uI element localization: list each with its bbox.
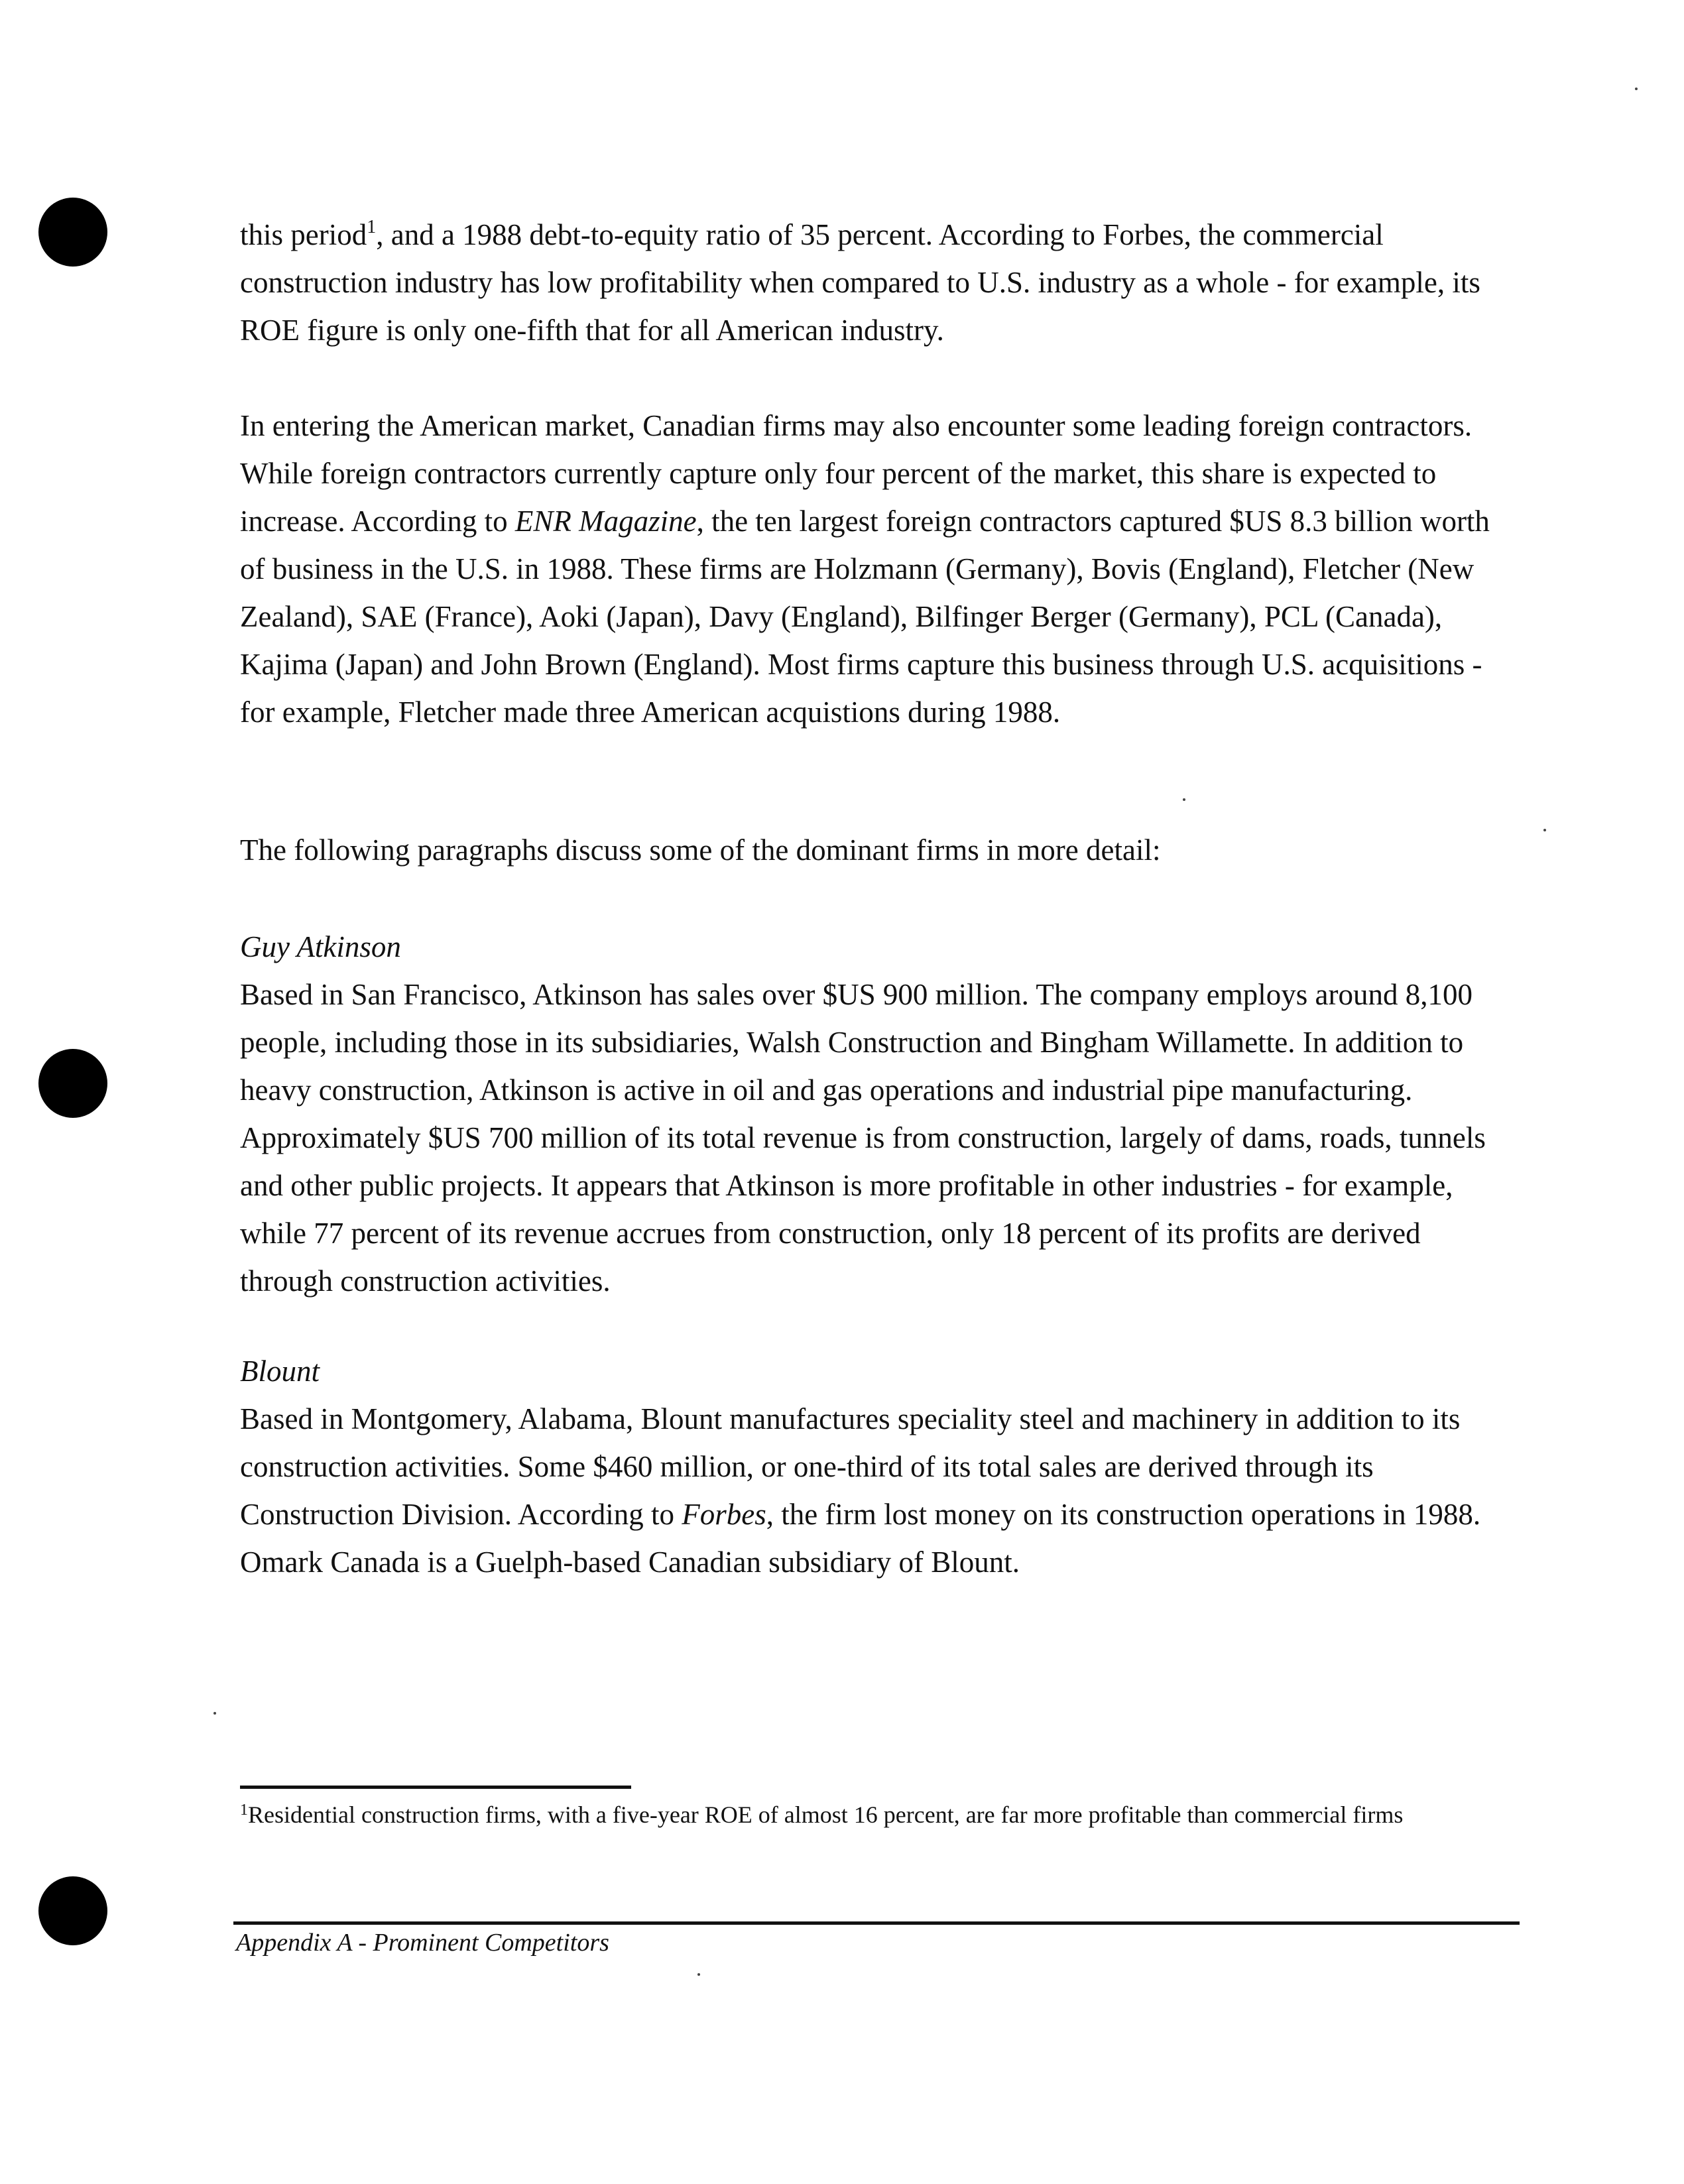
scan-speck [213,1712,216,1715]
scan-speck [1543,829,1546,831]
footer-divider [233,1921,1520,1925]
footnote [240,1801,1520,1829]
section-guy-atkinson [240,923,1520,1305]
scan-speck [697,1973,700,1976]
section-body-blount [240,1395,1520,1586]
paragraph-2-rest: , the ten largest foreign contractors captured $US 8.3 billion worth of business in the U.S. in 1988. These firms are Holzmann (Germany), Bovis (England), Fletcher (New Zealand), SAE (France), Aoki (Japan), Davy (England), Bilfinger Berger (Germany), PCL (Canada), Kajima (Japan) and John Brown (England). Most firms capture this business through U.S. acquisitions - for example, Fletcher made three American acquistions during 1988. [240,505,1490,729]
section-heading-guy-atkinson: Guy Atkinson [240,930,401,963]
section-body-guy-atkinson: Based in San Francisco, Atkinson has sales over $US 900 million. The company employs around 8,100 people, including those in its subsidiaries, Walsh Construction and Bingham Willamette. In addition to heavy construction, Atkinson is active in oil and gas operations and industrial pipe manufacturing. Approximately $US 700 million of its total revenue is from construction, largely of dams, roads, tunnels and other public projects. It appears that Atkinson is more profitable in other industries - for example, while 77 percent of its revenue accrues from construction, only 18 percent of its profits are derived through construction activities. [240,978,1486,1298]
footnote-text: Residential construction firms, with a five-year ROE of almost 16 percent, are far more profitable than commercial firms [248,1801,1404,1828]
blount-body-start: Based in Montgomery, Alabama, Blount manufactures speciality steel and machinery in addition to its construction activities. Some $460 million, or one-third of its total sales are derived through its Construction Division. According to [240,1402,1461,1531]
publication-name-forbes: Forbes [682,1498,766,1531]
punch-hole-middle [38,1049,107,1118]
paragraph-3: The following paragraphs discuss some of the dominant firms in more detail: [240,833,1161,867]
page-footer: Appendix A - Prominent Competitors [236,1929,609,1957]
section-blount [240,1347,1520,1586]
punch-hole-bottom [38,1876,107,1945]
footnote-marker: 1 [240,1801,248,1819]
scan-speck [1635,88,1638,90]
paragraph-1 [240,211,1520,354]
blount-body-rest: , the firm lost money on its construction operations in 1988. Omark Canada is a Guelph-based Canadian subsidiary of Blount. [240,1498,1481,1579]
paragraph-2-start: In entering the American market, Canadian firms may also encounter some leading foreign contractors. While foreign contractors currently capture only four percent of the market, this share is expected to increase. According to [240,409,1473,538]
paragraph-1-rest: , and a 1988 debt-to-equity ratio of 35 percent. According to Forbes, the commercial construction industry has low profitability when compared to U.S. industry as a whole - for example, its ROE figure is only one-fifth that for all American industry. [240,218,1480,347]
section-heading-blount: Blount [240,1355,320,1388]
paragraph-1-start: this period [240,218,367,251]
footnote-reference: 1 [367,217,377,237]
publication-name-enr: ENR Magazine [514,505,697,538]
scan-speck [1183,798,1185,801]
punch-hole-top [38,198,107,267]
paragraph-2 [240,402,1520,736]
footnote-divider [240,1786,631,1789]
